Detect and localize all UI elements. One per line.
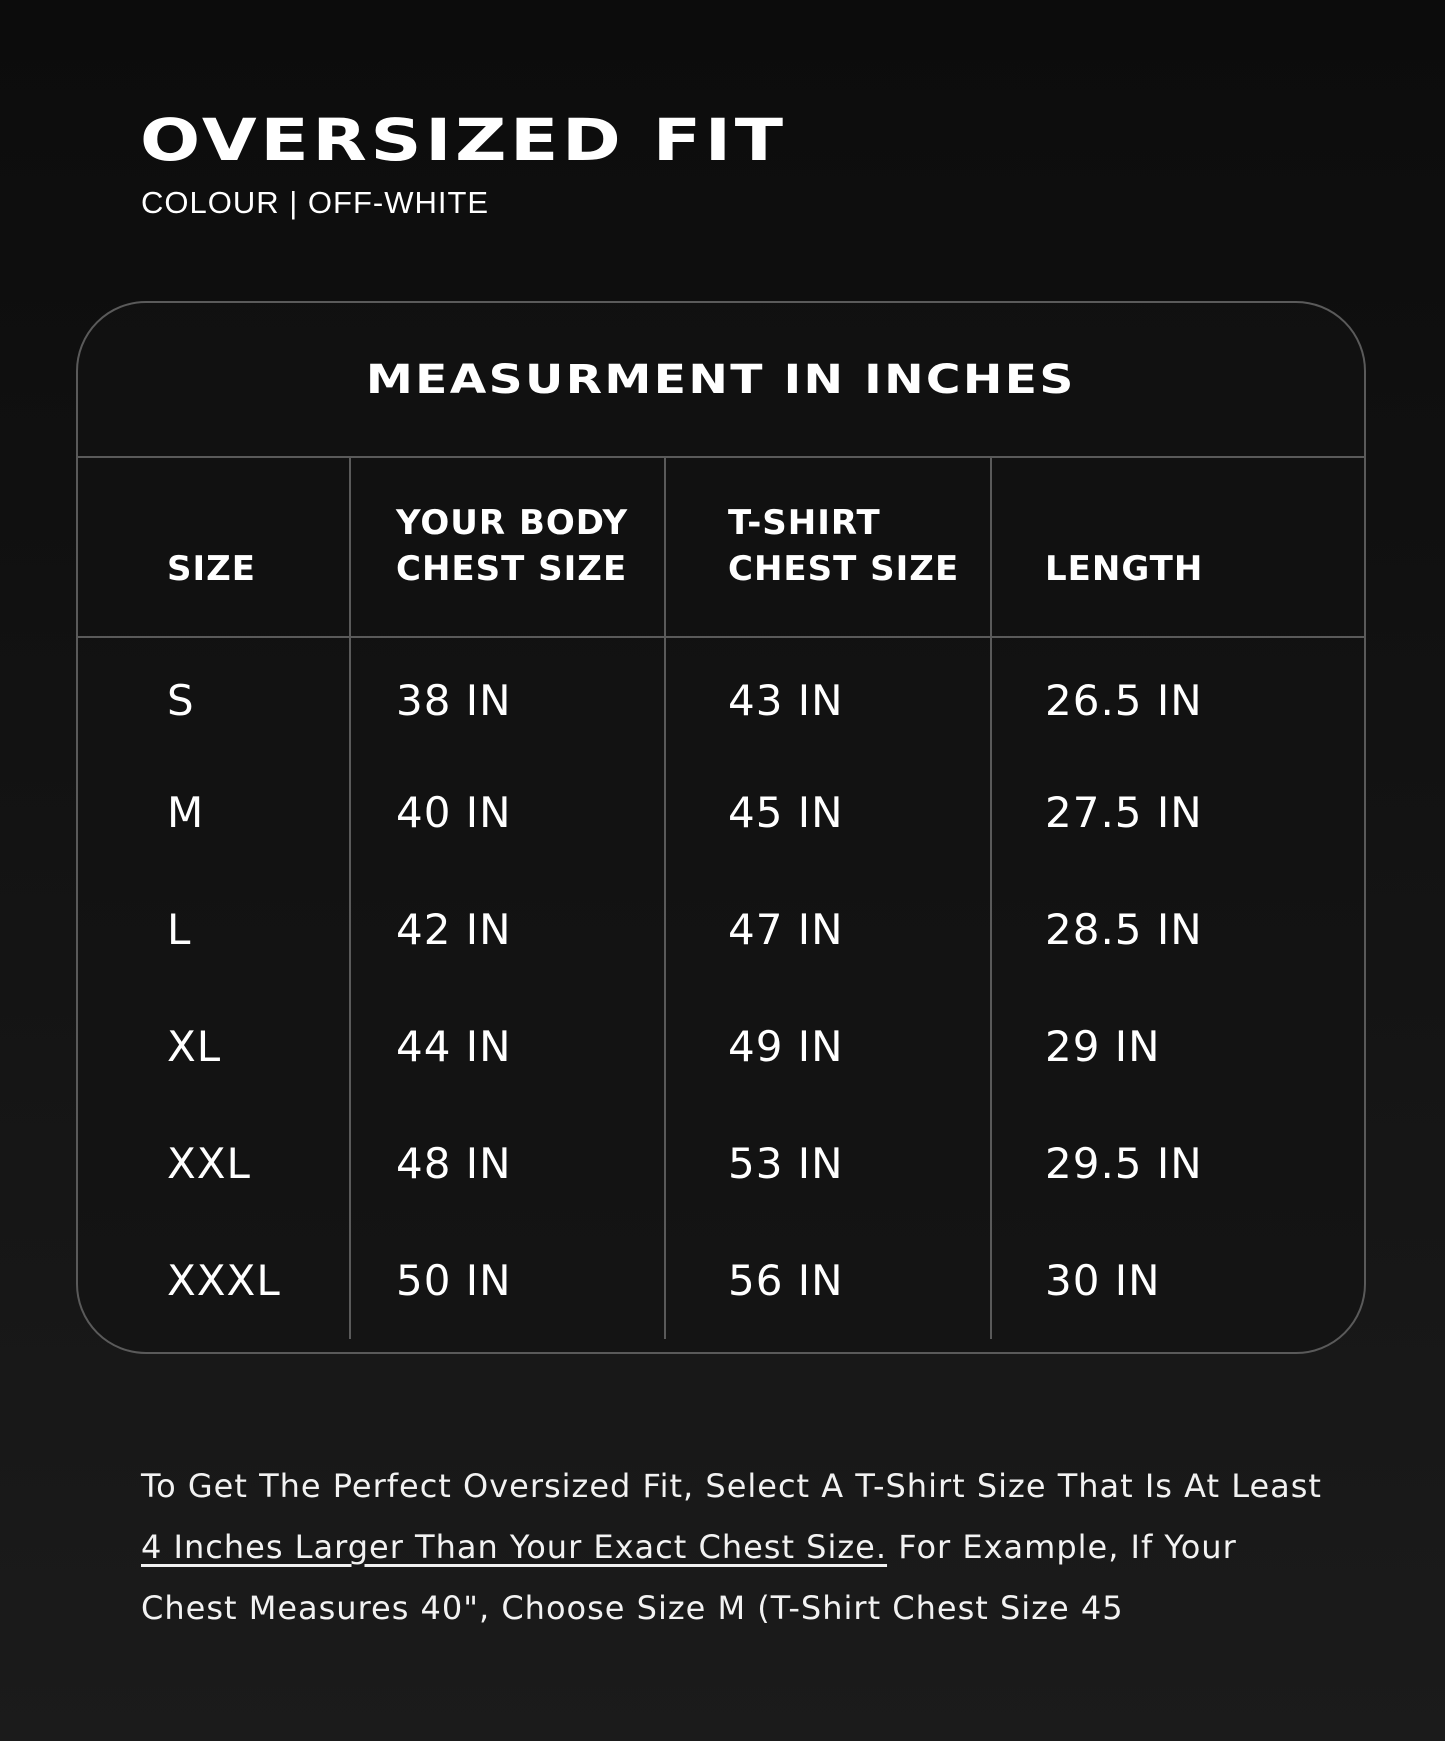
column-header-body-chest — [350, 458, 665, 637]
cell-body-chest: 44 IN — [350, 988, 665, 1105]
column-header-length — [991, 458, 1364, 637]
table-row — [78, 871, 1364, 988]
column-header-size-label: SIZE — [167, 549, 257, 589]
cell-size: XL — [78, 988, 350, 1105]
fit-advice-note — [141, 1456, 1341, 1639]
cell-body-chest: 42 IN — [350, 871, 665, 988]
column-header-body-chest-line1: YOUR BODY — [396, 503, 629, 543]
colour-subtitle: COLOUR | OFF-WHITE — [141, 185, 490, 220]
page-title: OVERSIZED FIT — [140, 106, 787, 174]
cell-size: XXL — [78, 1105, 350, 1222]
column-header-tshirt-chest-line2: CHEST SIZE — [728, 549, 960, 589]
column-header-tshirt-chest-line1: T-SHIRT — [728, 503, 881, 543]
cell-tshirt-chest: 49 IN — [665, 988, 991, 1105]
cell-body-chest: 40 IN — [350, 754, 665, 871]
fit-advice-text-start: To Get The Perfect Oversized Fit, Select A T-Shirt Size That Is At Least — [141, 1467, 1322, 1505]
table-row — [78, 637, 1364, 754]
table-row — [78, 1222, 1364, 1339]
column-header-length-label: LENGTH — [1045, 549, 1204, 589]
column-header-body-chest-line2: CHEST SIZE — [396, 549, 628, 589]
cell-body-chest: 50 IN — [350, 1222, 665, 1339]
cell-tshirt-chest: 56 IN — [665, 1222, 991, 1339]
cell-length: 30 IN — [1045, 1256, 1161, 1305]
cell-body-chest: 38 IN — [350, 637, 665, 754]
cell-length: 29.5 IN — [1045, 1139, 1203, 1188]
size-chart-table — [78, 458, 1364, 1339]
table-row — [78, 988, 1364, 1105]
table-heading-text: MEASURMENT IN INCHES — [366, 356, 1076, 403]
table-row — [78, 754, 1364, 871]
cell-length: 27.5 IN — [1045, 788, 1203, 837]
column-header-size — [78, 458, 350, 637]
fit-advice-text-end: For Example, If Your Chest Measures 40", Choose Size M (T-Shirt Chest Size 45 — [141, 1528, 1237, 1627]
cell-size: M — [78, 754, 350, 871]
table-header-row — [78, 458, 1364, 637]
cell-size: L — [78, 871, 350, 988]
cell-length: 29 IN — [1045, 1022, 1161, 1071]
column-header-tshirt-chest — [665, 458, 991, 637]
table-heading — [78, 303, 1364, 458]
cell-size: S — [78, 637, 350, 754]
fit-advice-highlight: 4 Inches Larger Than Your Exact Chest Size. — [141, 1528, 888, 1566]
cell-tshirt-chest: 47 IN — [665, 871, 991, 988]
cell-tshirt-chest: 43 IN — [665, 637, 991, 754]
size-chart-card — [76, 301, 1366, 1354]
cell-length: 26.5 IN — [1045, 675, 1203, 725]
cell-length: 28.5 IN — [1045, 905, 1203, 954]
table-row — [78, 1105, 1364, 1222]
cell-size: XXXL — [78, 1222, 350, 1339]
cell-tshirt-chest: 53 IN — [665, 1105, 991, 1222]
cell-tshirt-chest: 45 IN — [665, 754, 991, 871]
cell-body-chest: 48 IN — [350, 1105, 665, 1222]
